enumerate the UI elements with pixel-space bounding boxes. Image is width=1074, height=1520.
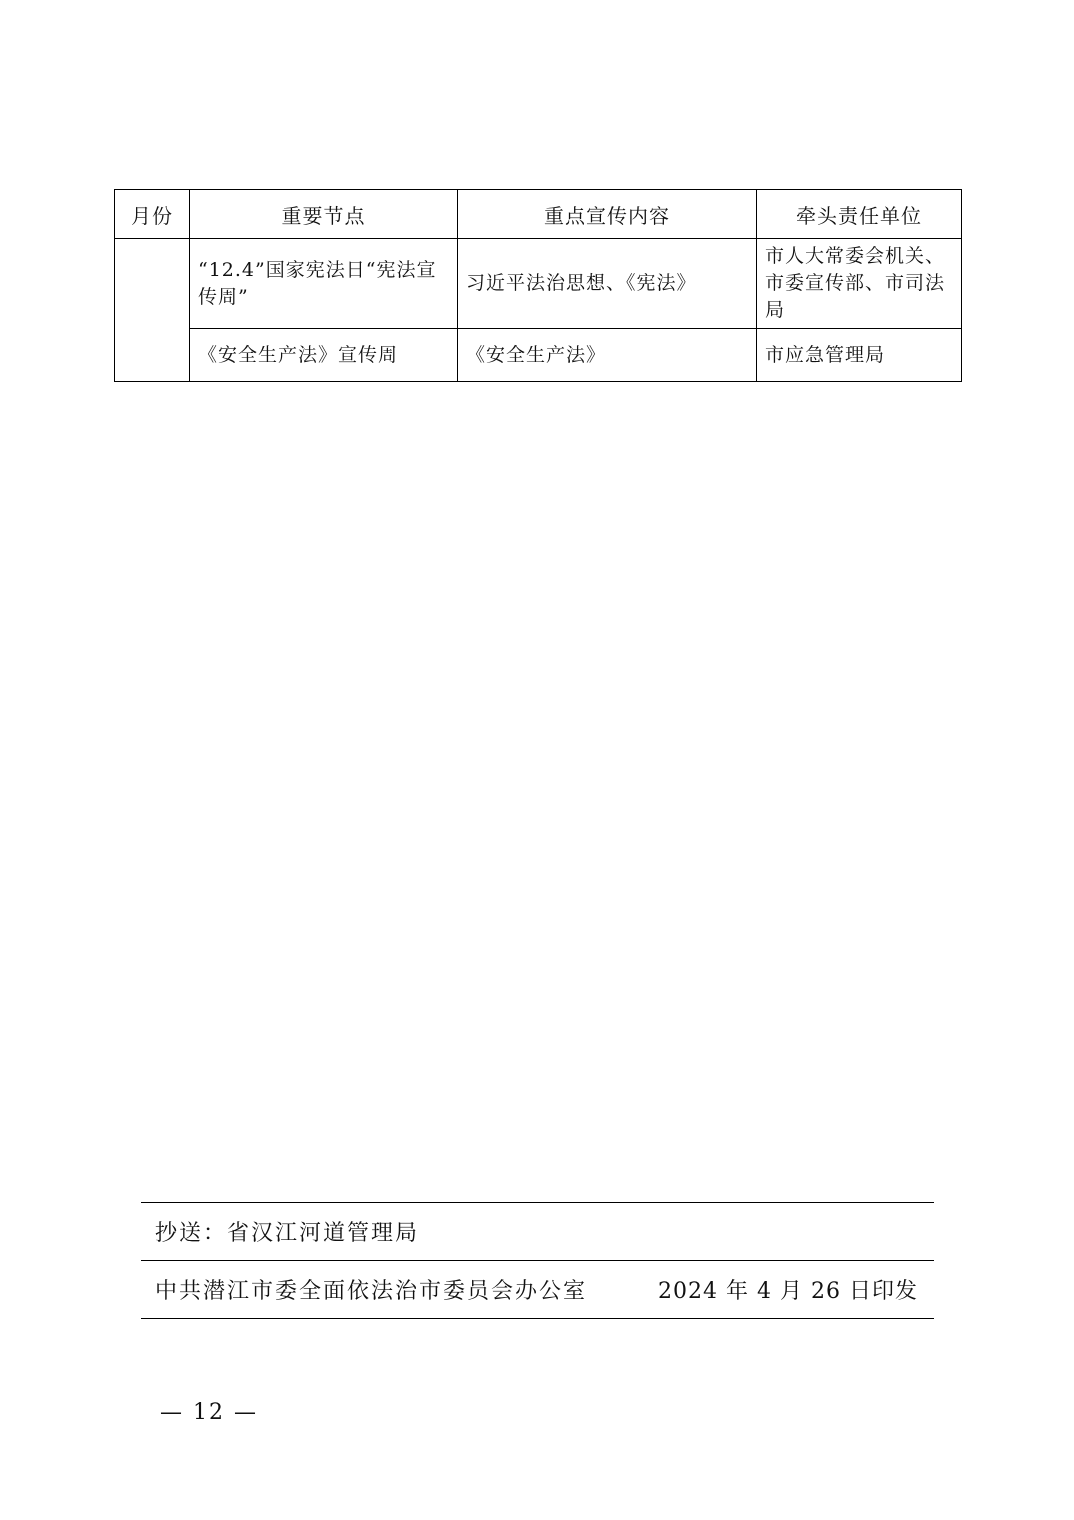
content-text: 《安全生产法》 xyxy=(466,343,607,366)
header-node: 重要节点 xyxy=(190,190,458,239)
node-text: 《安全生产法》宣传周 xyxy=(198,343,399,366)
header-content: 重点宣传内容 xyxy=(458,190,757,239)
table-header-row xyxy=(115,190,962,239)
content-text: 习近平法治思想、《宪法》 xyxy=(466,272,697,294)
unit-text: 市应急管理局 xyxy=(765,343,886,366)
header-unit: 牵头责任单位 xyxy=(757,190,962,239)
unit-text: 市人大常委会机关、市委宣传部、市司法局 xyxy=(765,245,946,321)
cc-text: 抄送：省汉江河道管理局 xyxy=(155,1221,420,1246)
node-text: “12.4”国家宪法日“宪法宣传周” xyxy=(198,258,437,308)
cc-line xyxy=(141,1202,934,1260)
node-cell xyxy=(190,239,458,329)
issuer-line xyxy=(141,1260,934,1319)
issuer-text: 中共潜江市委全面依法治市委员会办公室 xyxy=(155,1279,588,1304)
unit-cell xyxy=(757,329,962,382)
content-cell xyxy=(458,239,757,329)
table-row xyxy=(115,239,962,329)
table-row xyxy=(115,329,962,382)
issue-date: 2024 年 4 月 26 日印发 xyxy=(658,1279,918,1304)
node-cell xyxy=(190,329,458,382)
schedule-table xyxy=(114,189,962,382)
month-cell xyxy=(115,239,190,382)
page-number: — 12 — xyxy=(160,1400,258,1425)
header-month: 月份 xyxy=(115,190,190,239)
distribution-block xyxy=(141,1202,934,1319)
content-cell xyxy=(458,329,757,382)
unit-cell xyxy=(757,239,962,329)
